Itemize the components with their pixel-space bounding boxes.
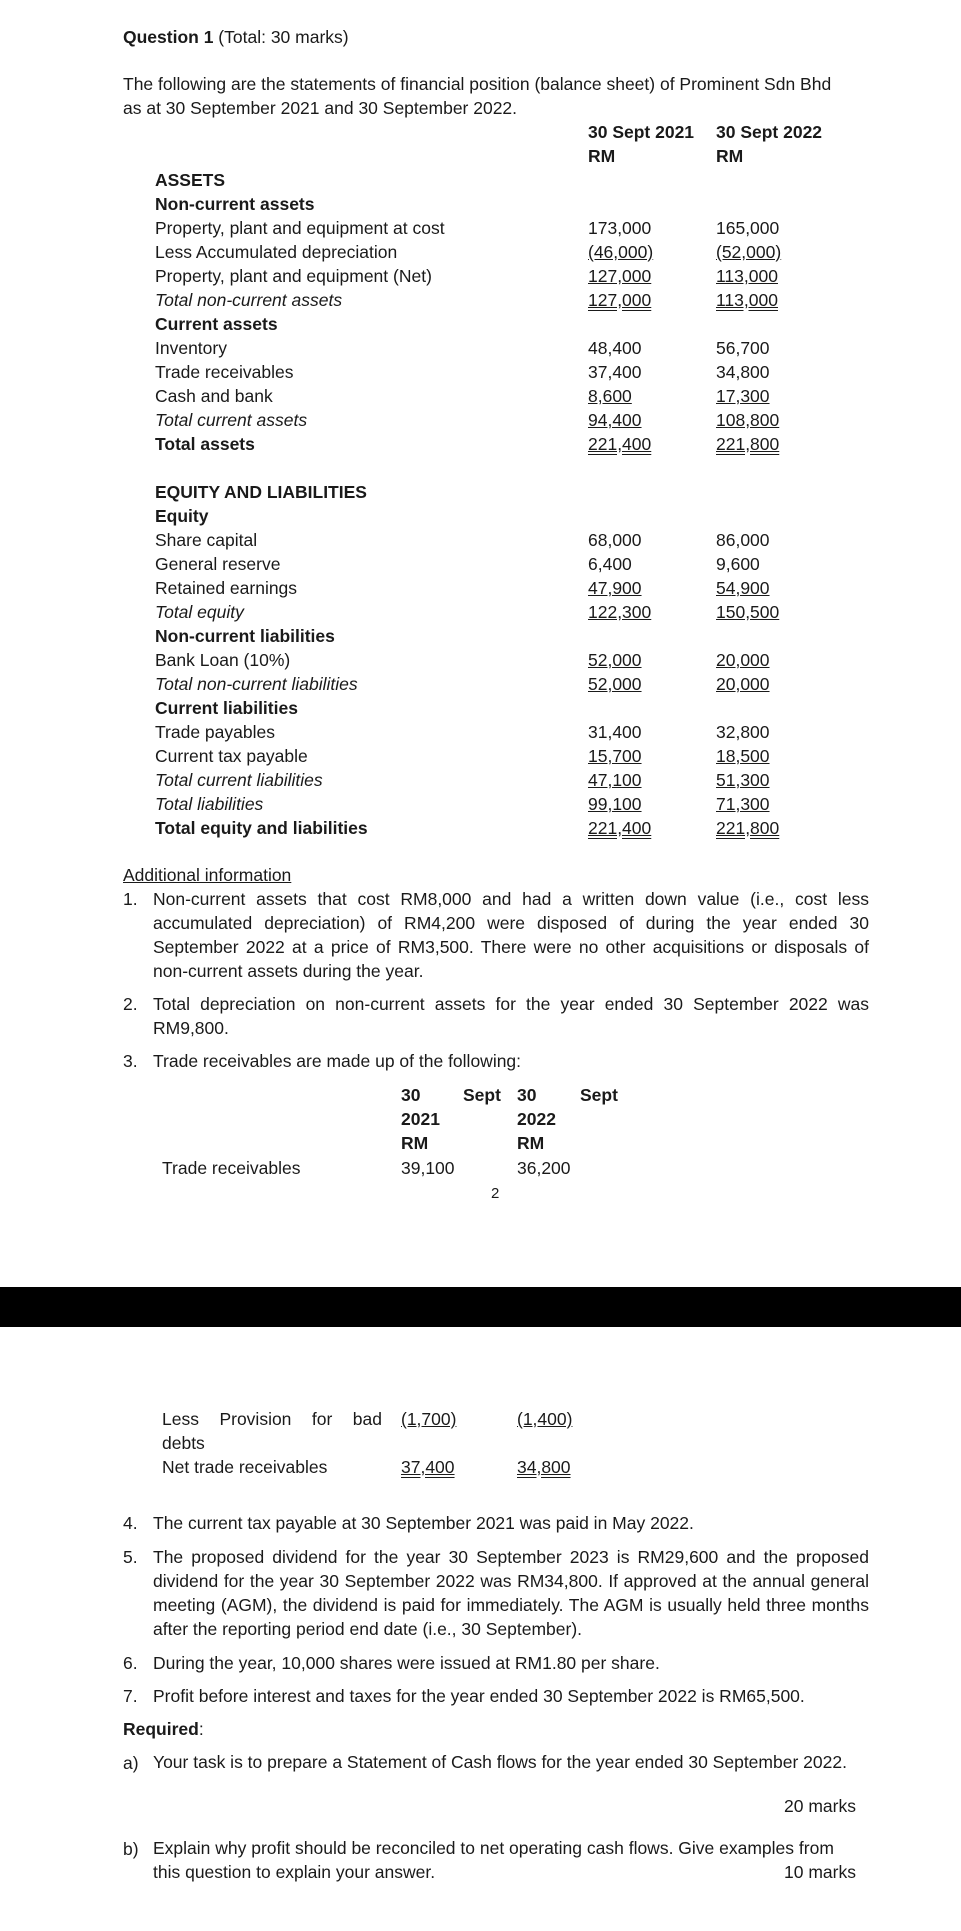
tr-col1-header-30: 30 [401, 1085, 421, 1105]
additional-item-5: The proposed dividend for the year 30 September 2023 is RM29,600 and the proposed dividend for the year 30 September 2022 was RM34,800. If approved at the annual general meeting (AGM), the dividend is paid for immediately. The AGM is usually held three months after the reporting period end date (i.e., 30 September). [153, 1547, 869, 1639]
value-2022-total-assets: 221,800 [716, 434, 780, 454]
row-label-trade-payables: Trade payables [155, 722, 275, 742]
additional-item-3: Trade receivables are made up of the following: [153, 1051, 522, 1071]
assets-heading: ASSETS [155, 170, 226, 190]
value-2022-share-capital: 86,000 [716, 530, 770, 550]
question-number: Question 1 [123, 27, 214, 47]
additional-item-1: Non-current assets that cost RM8,000 and had a written down value (i.e., cost less accumulated depreciation) of RM4,200 were disposed of during the year ended 30 September 2022 at a price of RM3,500. There were no other acquisitions or disposals of non-current assets during the year. [153, 889, 869, 981]
value-2022-ppe-cost: 165,000 [716, 218, 780, 238]
tr-col1-year: 2021 [401, 1109, 440, 1129]
row-label-ppe-cost: Property, plant and equipment at cost [155, 218, 445, 238]
value-2022-ppe-net: 113,000 [716, 266, 778, 286]
required-a-marks: 20 marks [784, 1796, 856, 1816]
intro-line-2: as at 30 September 2021 and 30 September 2022. [123, 98, 518, 118]
value-2022-total-nca: 113,000 [716, 290, 778, 310]
value-2021-bank-loan: 52,000 [588, 650, 642, 670]
tr-col1-unit: RM [401, 1133, 429, 1153]
row-label-retained-earnings: Retained earnings [155, 578, 298, 598]
tr-col2-header-30: 30 [517, 1085, 537, 1105]
value-2021-retained-earnings: 47,900 [588, 578, 642, 598]
item-number-4: 4. [123, 1513, 138, 1533]
value-2021-accum-depreciation: (46,000) [588, 242, 654, 262]
tr-net-label: Net trade receivables [162, 1457, 328, 1477]
value-2021-total-cl: 47,100 [588, 770, 642, 790]
tr-net-2021: 37,400 [401, 1457, 455, 1477]
value-2021-trade-receivables: 37,400 [588, 362, 642, 382]
row-label-total-cl: Total current liabilities [155, 770, 323, 790]
required-b-text-line2: this question to explain your answer. [153, 1862, 436, 1882]
value-2022-total-equity-liabilities: 221,800 [716, 818, 780, 838]
tr-provision-2022: (1,400) [517, 1409, 573, 1429]
intro-line-1: The following are the statements of financial position (balance sheet) of Prominent Sdn Bhd [123, 74, 832, 94]
required-b-marks: 10 marks [784, 1862, 856, 1882]
additional-item-7: Profit before interest and taxes for the year ended 30 September 2022 is RM65,500. [153, 1686, 805, 1706]
tr-provision-label-line1: Less Provision for bad [162, 1409, 382, 1429]
value-2021-general-reserve: 6,400 [588, 554, 632, 574]
value-2021-total-equity: 122,300 [588, 602, 652, 622]
value-2021-current-tax: 15,700 [588, 746, 642, 766]
tr-value-2021: 39,100 [401, 1158, 455, 1178]
required-b-label: b) [123, 1839, 139, 1859]
value-2021-trade-payables: 31,400 [588, 722, 642, 742]
tr-value-2022: 36,200 [517, 1158, 571, 1178]
item-number-5: 5. [123, 1547, 138, 1567]
value-2021-total-ncl: 52,000 [588, 674, 642, 694]
row-label-total-ca: Total current assets [155, 410, 308, 430]
required-b-text-line1: Explain why profit should be reconciled to net operating cash flows. Give examples from [153, 1838, 834, 1858]
row-label-trade-receivables: Trade receivables [155, 362, 294, 382]
tr-col1-header-sept: Sept [463, 1085, 501, 1105]
row-label-total-ncl: Total non-current liabilities [155, 674, 358, 694]
current-assets-heading: Current assets [155, 314, 278, 334]
additional-info-heading: Additional information [123, 865, 292, 885]
row-label-cash-bank: Cash and bank [155, 386, 273, 406]
tr-provision-label-line2: debts [162, 1433, 205, 1453]
row-label-total-equity-liabilities: Total equity and liabilities [155, 818, 368, 838]
column-unit-2021: RM [588, 146, 616, 166]
value-2021-cash-bank: 8,600 [588, 386, 632, 406]
question-total-marks: (Total: 30 marks) [213, 27, 349, 47]
item-number-1: 1. [123, 889, 138, 909]
value-2021-total-equity-liabilities: 221,400 [588, 818, 652, 838]
value-2021-ppe-net: 127,000 [588, 266, 652, 286]
tr-row-label: Trade receivables [162, 1158, 301, 1178]
value-2022-retained-earnings: 54,900 [716, 578, 770, 598]
row-label-ppe-net: Property, plant and equipment (Net) [155, 266, 432, 286]
additional-item-4: The current tax payable at 30 September 2021 was paid in May 2022. [153, 1513, 694, 1533]
value-2022-current-tax: 18,500 [716, 746, 770, 766]
required-label: Required [123, 1719, 199, 1739]
required-colon: : [198, 1719, 204, 1739]
tr-col2-unit: RM [517, 1133, 545, 1153]
value-2022-inventory: 56,700 [716, 338, 770, 358]
column-header-2022: 30 Sept 2022 [716, 122, 823, 142]
page-separator [0, 1287, 961, 1327]
additional-item-6: During the year, 10,000 shares were issued at RM1.80 per share. [153, 1653, 660, 1673]
row-label-share-capital: Share capital [155, 530, 258, 550]
item-number-2: 2. [123, 994, 138, 1014]
row-label-accum-depreciation: Less Accumulated depreciation [155, 242, 398, 262]
value-2021-total-ca: 94,400 [588, 410, 642, 430]
value-2022-total-ncl: 20,000 [716, 674, 770, 694]
value-2021-ppe-cost: 173,000 [588, 218, 652, 238]
noncurrent-liabilities-heading: Non-current liabilities [155, 626, 335, 646]
tr-col2-year: 2022 [517, 1109, 556, 1129]
tr-provision-2021: (1,700) [401, 1409, 457, 1429]
value-2022-bank-loan: 20,000 [716, 650, 770, 670]
required-a-label: a) [123, 1753, 139, 1773]
value-2022-total-equity: 150,500 [716, 602, 780, 622]
value-2022-total-cl: 51,300 [716, 770, 770, 790]
required-heading [123, 1718, 204, 1740]
value-2022-total-liabilities: 71,300 [716, 794, 770, 814]
tr-net-2022: 34,800 [517, 1457, 571, 1477]
tr-col2-header-sept: Sept [580, 1085, 618, 1105]
column-header-2021: 30 Sept 2021 [588, 122, 695, 142]
question-title [123, 26, 349, 48]
value-2022-general-reserve: 9,600 [716, 554, 760, 574]
item-number-6: 6. [123, 1653, 138, 1673]
row-label-total-assets: Total assets [155, 434, 255, 454]
row-label-inventory: Inventory [155, 338, 227, 358]
value-2021-total-assets: 221,400 [588, 434, 652, 454]
value-2021-total-nca: 127,000 [588, 290, 652, 310]
value-2021-total-liabilities: 99,100 [588, 794, 642, 814]
value-2022-total-ca: 108,800 [716, 410, 780, 430]
current-liabilities-heading: Current liabilities [155, 698, 298, 718]
row-label-total-nca: Total non-current assets [155, 290, 343, 310]
value-2021-inventory: 48,400 [588, 338, 642, 358]
value-2022-trade-payables: 32,800 [716, 722, 770, 742]
row-label-bank-loan: Bank Loan (10%) [155, 650, 291, 670]
required-a-text: Your task is to prepare a Statement of Cash flows for the year ended 30 September 2022. [153, 1752, 847, 1772]
column-unit-2022: RM [716, 146, 744, 166]
item-number-7: 7. [123, 1686, 138, 1706]
noncurrent-assets-heading: Non-current assets [155, 194, 315, 214]
page-number: 2 [491, 1185, 500, 1202]
document-page-2 [0, 1327, 961, 1931]
equity-heading: Equity [155, 506, 209, 526]
equity-liabilities-heading: EQUITY AND LIABILITIES [155, 482, 367, 502]
value-2022-cash-bank: 17,300 [716, 386, 770, 406]
row-label-current-tax: Current tax payable [155, 746, 308, 766]
row-label-total-liabilities: Total liabilities [155, 794, 264, 814]
row-label-general-reserve: General reserve [155, 554, 281, 574]
value-2022-trade-receivables: 34,800 [716, 362, 770, 382]
value-2021-share-capital: 68,000 [588, 530, 642, 550]
row-label-total-equity: Total equity [155, 602, 244, 622]
value-2022-accum-depreciation: (52,000) [716, 242, 782, 262]
additional-item-2: Total depreciation on non-current assets for the year ended 30 September 2022 was RM9,800. [153, 994, 869, 1038]
item-number-3: 3. [123, 1051, 138, 1071]
